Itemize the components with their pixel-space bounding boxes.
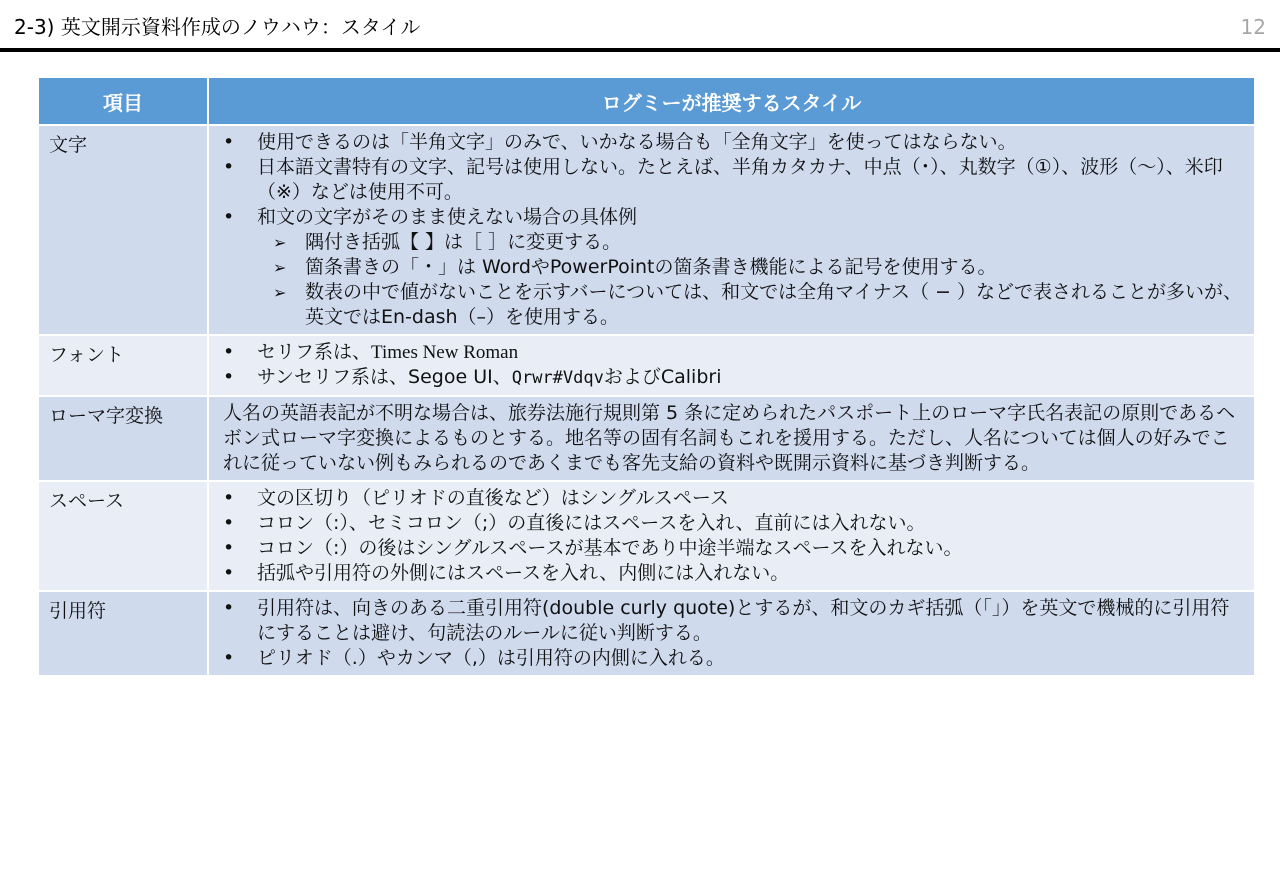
sub-bullet-list bbox=[257, 230, 1246, 330]
table-header-row bbox=[38, 77, 1255, 125]
slide-title: 2-3) 英文開示資料作成のノウハウ：スタイル bbox=[14, 15, 421, 39]
bullet-list bbox=[223, 340, 1246, 391]
style-guide-table bbox=[37, 76, 1256, 677]
font-sample-garbled: Qrwr#Vdqv bbox=[511, 368, 604, 388]
sub-bullet-item: ➢ 隅付き括弧【 】は［ ］に変更する。 bbox=[257, 230, 1246, 255]
bullet-list bbox=[223, 596, 1246, 671]
row-label: 文字 bbox=[38, 125, 208, 335]
row-content bbox=[208, 396, 1255, 481]
row-label: ローマ字変換 bbox=[38, 396, 208, 481]
bullet-item: • 日本語文書特有の文字、記号は使用しない。たとえば、半角カタカナ、中点（･）、丸数字（①）、波形（～）、米印（※）などは使用不可。 bbox=[223, 155, 1246, 205]
table-row-font bbox=[38, 335, 1255, 396]
sub-bullet-item: ➢ 箇条書きの「・」は WordやPowerPointの箇条書き機能による記号を使用する。 bbox=[257, 255, 1246, 280]
sub-bullet-item: ➢ 数表の中で値がないことを示すバーについては、和文では全角マイナス（ − ）などで表されることが多いが、英文ではEn-dash（–）を使用する。 bbox=[257, 280, 1246, 330]
row-label: スペース bbox=[38, 481, 208, 591]
row-label: 引用符 bbox=[38, 591, 208, 676]
table-row-quote bbox=[38, 591, 1255, 676]
bullet-item: • 使用できるのは「半角文字」のみで、いかなる場合も「全角文字」を使ってはならない。 bbox=[223, 130, 1246, 155]
slide-header bbox=[0, 0, 1280, 50]
table-row-space bbox=[38, 481, 1255, 591]
paragraph: 人名の英語表記が不明な場合は、旅券法施行規則第 5 条に定められたパスポート上のローマ字氏名表記の原則であるヘボン式ローマ字変換によるものとする。地名等の固有名詞もこれを援用する。ただし、人名については個人の好みでこれに従っていない例もみられるのであくまでも客先支給の資料や既開示資料に基づき判断する。 bbox=[223, 402, 1236, 474]
column-header-item: 項目 bbox=[38, 77, 208, 125]
row-label: フォント bbox=[38, 335, 208, 396]
bullet-item: • 引用符は、向きのある二重引用符(double curly quote)とするが、和文のカギ括弧（「」）を英文で機械的に引用符にすることは避け、句読法のルールに従い判断する。 bbox=[223, 596, 1246, 646]
bullet-text: セリフ系は、 bbox=[257, 341, 372, 363]
table-row-moji bbox=[38, 125, 1255, 335]
bullet-item: • コロン（:）、セミコロン（;）の直後にはスペースを入れ、直前には入れない。 bbox=[223, 511, 1246, 536]
table-row-roman bbox=[38, 396, 1255, 481]
bullet-item: • 括弧や引用符の外側にはスペースを入れ、内側には入れない。 bbox=[223, 561, 1246, 586]
column-header-style: ログミーが推奨するスタイル bbox=[208, 77, 1255, 125]
bullet-text: およびCalibri bbox=[603, 366, 722, 388]
bullet-item: • コロン（:）の後はシングルスペースが基本であり中途半端なスペースを入れない。 bbox=[223, 536, 1246, 561]
bullet-text: サンセリフ系は、Segoe UI、 bbox=[257, 366, 512, 388]
row-content bbox=[208, 335, 1255, 396]
font-sample-serif: Times New Roman bbox=[371, 342, 519, 363]
row-content bbox=[208, 481, 1255, 591]
bullet-item: • 文の区切り（ピリオドの直後など）はシングルスペース bbox=[223, 486, 1246, 511]
bullet-list bbox=[223, 486, 1246, 586]
bullet-text: 和文の文字がそのまま使えない場合の具体例 bbox=[257, 206, 638, 228]
bullet-list bbox=[223, 130, 1246, 330]
header-divider bbox=[0, 48, 1280, 52]
bullet-item bbox=[223, 205, 1246, 330]
bullet-item bbox=[223, 340, 1246, 365]
row-content bbox=[208, 125, 1255, 335]
bullet-item: • ピリオド（.）やカンマ（,）は引用符の内側に入れる。 bbox=[223, 646, 1246, 671]
row-content bbox=[208, 591, 1255, 676]
bullet-item bbox=[223, 365, 1246, 391]
page-number: 12 bbox=[1240, 15, 1266, 39]
